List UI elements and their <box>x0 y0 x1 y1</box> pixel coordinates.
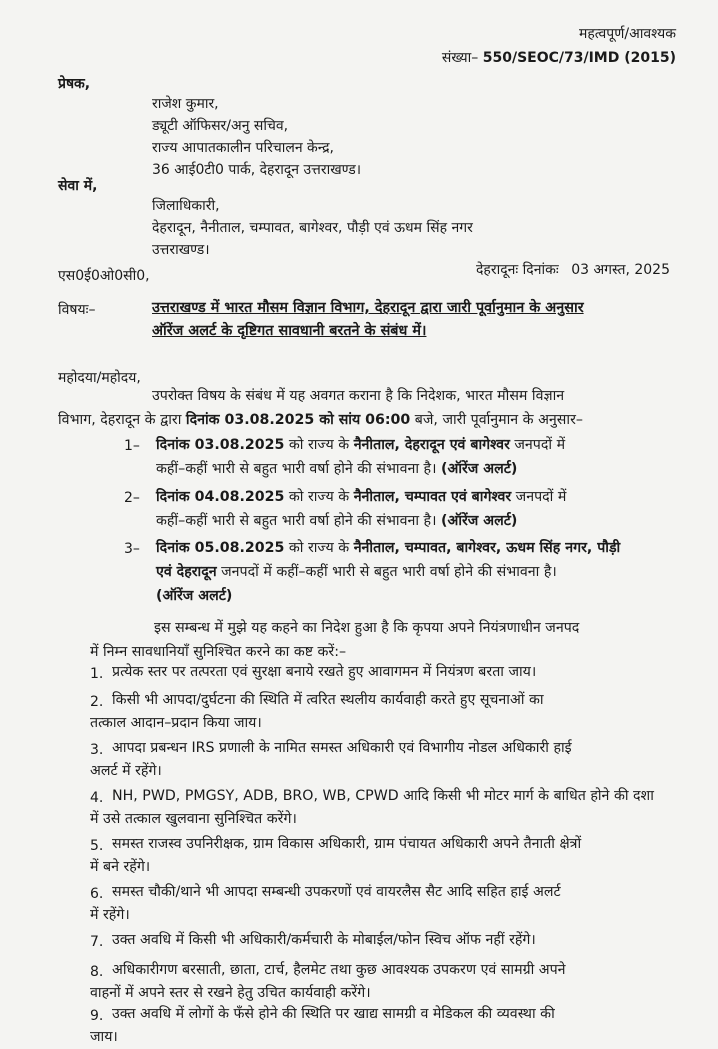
sender-label: प्रेषक, <box>58 76 91 92</box>
reference-number <box>442 48 676 67</box>
salutation: महोदया/महोदय, <box>58 370 141 386</box>
precaution-line: उक्त अवधि में किसी भी अधिकारी/कर्मचारी के मोबाईल/फोन स्विच ऑफ नहीं रहेंगे। <box>112 932 536 948</box>
precaution-item <box>90 881 561 927</box>
precaution-number: 6. <box>90 886 104 902</box>
precaution-line: NH, PWD, PMGSY, ADB, BRO, WB, CPWD आदि किसी भी मोटर मार्ग के बाधित होने की दशा <box>112 788 654 804</box>
subject-label: विषयः– <box>58 302 96 318</box>
forecast-text: को राज्य के <box>284 540 354 556</box>
precaution-line: उक्त अवधि में लोगों के फँसे होने की स्थिति पर खाद्य सामग्री व मेडिकल की व्यवस्था की <box>112 1006 555 1022</box>
precaution-line: किसी भी आपदा/दुर्घटना की स्थिति में त्वरित स्थलीय कार्यवाही करते हुए सूचनाओं का <box>112 692 544 708</box>
precaution-item <box>112 929 536 952</box>
forecast-alert: (ऑरेंज अलर्ट) <box>440 461 518 477</box>
recipient-label: सेवा में, <box>58 178 98 194</box>
intro-paragraph <box>58 384 678 432</box>
reference-label: संख्या– <box>441 50 479 66</box>
precaution-number: 1. <box>90 666 104 682</box>
precaution-line: जाय। <box>90 1029 118 1045</box>
sender-office: राज्य आपातकालीन परिचालन केन्द्र, <box>152 140 335 156</box>
precaution-line: वाहनों में अपने स्तर से रखने हेतु उचित कार्यवाही करेंगे। <box>90 985 371 1001</box>
instruction-paragraph <box>90 616 579 664</box>
precaution-line: में रहेंगे। <box>90 907 130 923</box>
subject-line-2: ऑरेंज अलर्ट के दृष्टिगत सावधानी बरतने के संबंध में। <box>152 323 427 339</box>
letter-date: 03 अगस्त, 2025 <box>571 262 670 278</box>
precaution-number: 3. <box>90 742 104 758</box>
precaution-number: 4. <box>90 790 104 806</box>
sender-address: 36 आई0टी0 पार्क, देहरादून उत्तराखण्ड। <box>152 162 362 178</box>
precaution-line: प्रत्येक स्तर पर तत्परता एवं सुरक्षा बनाये रखते हुए आवागमन में नियंत्रण बरता जाय। <box>112 664 537 680</box>
precaution-number: 5. <box>90 838 104 854</box>
recipient-state: उत्तराखण्ड। <box>152 242 210 258</box>
subject-line-1: उत्तराखण्ड में भारत मौसम विज्ञान विभाग, देहरादून द्वारा जारी पूर्वानुमान के अनुसार <box>152 300 584 316</box>
instruction-line-1: इस सम्बन्ध में मुझे यह कहने का निदेश हुआ है कि कृपया अपने नियंत्रणाधीन जनपद <box>154 620 580 636</box>
recipient-districts: देहरादून, नैनीताल, चम्पावत, बागेश्वर, पौड़ी एवं ऊधम सिंह नगर <box>152 220 473 236</box>
forecast-districts: एवं देहरादून <box>156 564 217 580</box>
forecast-number: 1– <box>124 438 140 454</box>
precaution-item <box>90 833 582 879</box>
precaution-number: 9. <box>90 1008 104 1024</box>
forecast-districts: नैनीताल, चम्पावत एवं बागेश्वर <box>353 489 512 505</box>
forecast-number: 3– <box>124 541 140 557</box>
forecast-date: दिनांक 05.08.2025 <box>156 540 285 556</box>
precaution-line: आपदा प्रबन्धन IRS प्रणाली के नामित समस्त अधिकारी एवं विभागीय नोडल अधिकारी हाई <box>112 740 572 756</box>
place-date <box>476 260 670 279</box>
forecast-item <box>156 433 565 481</box>
precaution-line: अलर्ट में रहेंगे। <box>90 763 162 779</box>
forecast-alert: (ऑरेंज अलर्ट) <box>440 513 518 529</box>
precaution-item <box>112 661 536 684</box>
precaution-line: में बने रहेंगे। <box>90 859 151 875</box>
forecast-date: दिनांक 03.08.2025 <box>156 437 285 453</box>
precaution-number: 7. <box>90 934 104 950</box>
instruction-line-2: में निम्न सावधानियाँ सुनिश्चित करने का कष्ट करें:– <box>90 644 347 660</box>
forecast-text: कहीं–कहीं भारी से बहुत भारी वर्षा होने की संभावना है। <box>156 513 441 529</box>
precaution-line: में उसे तत्काल खुलवाना सुनिश्चित करेंगे। <box>90 811 297 827</box>
forecast-text: जनपदों में कहीं–कहीं भारी से बहुत भारी वर्षा होने की संभावना है। <box>216 564 557 580</box>
forecast-number: 2– <box>124 490 140 506</box>
precaution-item <box>90 689 544 735</box>
importance-label: महत्वपूर्ण/आवश्यक <box>578 26 676 42</box>
forecast-text: को राज्य के <box>284 437 354 453</box>
precaution-item <box>90 1003 555 1049</box>
precaution-item <box>90 959 566 1005</box>
forecast-districts: नैनीताल, चम्पावत, बागेश्वर, ऊधम सिंह नगर, पौड़ी <box>353 540 621 556</box>
forecast-item <box>156 536 620 608</box>
intro-highlight: दिनांक 03.08.2025 को सांय 06:00 <box>185 412 411 428</box>
intro-text-a: विभाग, देहरादून के द्वारा <box>58 412 186 428</box>
sender-name: राजेश कुमार, <box>152 96 219 112</box>
intro-line-1: उपरोक्त विषय के संबंध में यह अवगत कराना है कि निदेशक, भारत मौसम विज्ञान <box>152 388 565 404</box>
recipient-title: जिलाधिकारी, <box>152 198 220 214</box>
forecast-text: जनपदों में <box>509 437 566 453</box>
forecast-date: दिनांक 04.08.2025 <box>156 489 285 505</box>
precaution-line: तत्काल आदान–प्रदान किया जाय। <box>90 715 262 731</box>
forecast-alert: (ऑरेंज अलर्ट) <box>156 588 233 604</box>
forecast-text: को राज्य के <box>284 489 354 505</box>
copy-to: एस0ई0ओ0सी0, <box>58 268 150 284</box>
forecast-text: जनपदों में <box>511 489 567 505</box>
precaution-line: समस्त राजस्व उपनिरीक्षक, ग्राम विकास अधिकारी, ग्राम पंचायत अधिकारी अपने तैनाती क्षेत्रों <box>112 836 582 852</box>
intro-line-2 <box>58 408 678 432</box>
forecast-text: कहीं–कहीं भारी से बहुत भारी वर्षा होने की संभावना है। <box>156 461 441 477</box>
forecast-districts: नैनीताल, देहरादून एवं बागेश्वर <box>353 437 510 453</box>
sender-designation: ड्यूटी ऑफिसर/अनु सचिव, <box>152 118 289 134</box>
precaution-item <box>90 785 654 831</box>
forecast-item <box>156 485 566 533</box>
precaution-number: 2. <box>90 694 104 710</box>
precaution-line: अधिकारीगण बरसाती, छाता, टार्च, हैलमेट तथा कुछ आवश्यक उपकरण एवं सामग्री अपने <box>112 962 566 978</box>
precaution-item <box>90 737 572 783</box>
reference-value: 550/SEOC/73/IMD (2015) <box>482 50 676 66</box>
precaution-number: 8. <box>90 964 104 980</box>
place-date-label: देहरादूनः दिनांकः <box>475 262 559 278</box>
precaution-line: समस्त चौकी/थाने भी आपदा सम्बन्धी उपकरणों एवं वायरलैस सैट आदि सहित हाई अलर्ट <box>112 884 561 900</box>
intro-text-c: बजे, जारी पूर्वानुमान के अनुसार– <box>410 412 583 428</box>
